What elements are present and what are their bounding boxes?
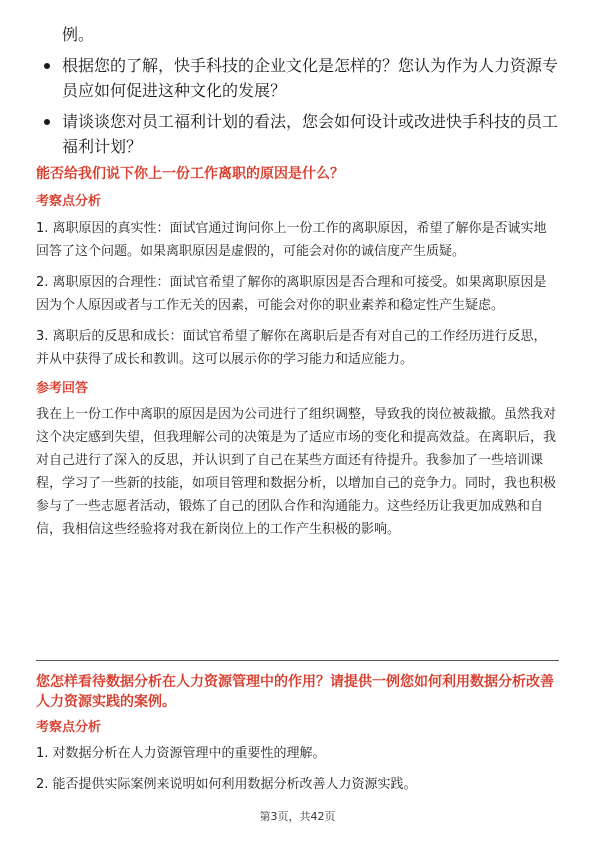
analysis-label: 考察点分析 xyxy=(36,720,102,735)
bullet-text: 例。 xyxy=(62,25,95,44)
analysis-item: 2. 能否提供实际案例来说明如何利用数据分析改善人力资源实践。 xyxy=(36,777,417,792)
analysis-list xyxy=(36,742,559,796)
page-footer: 第3页，共42页 xyxy=(259,810,336,823)
answer-text xyxy=(36,403,559,541)
question-1 xyxy=(36,164,559,549)
section-divider xyxy=(36,660,559,661)
document-page xyxy=(36,0,559,842)
answer-label: 参考回答 xyxy=(36,381,89,396)
bullet-continuation xyxy=(36,22,559,47)
bullet-text: 根据您的了解，快手科技的企业文化是怎样的？您认为作为人力资源专员应如何促进这种文化的发展？ xyxy=(62,56,559,100)
bullet-dot-icon xyxy=(44,63,50,69)
analysis-list xyxy=(36,217,559,371)
bullet-item xyxy=(36,109,559,159)
analysis-item: 2. 离职原因的合理性：面试官希望了解你的离职原因是否合理和可接受。如果离职原因是因为个人原因或者与工作无关的因素，可能会对你的职业素养和稳定性产生疑虑。 xyxy=(36,275,547,313)
bullet-dot-icon xyxy=(44,119,50,125)
question-title: 您怎样看待数据分析在人力资源管理中的作用？请提供一例您如何利用数据分析改善人力资源实践的案例。 xyxy=(36,674,554,710)
bullet-item xyxy=(36,53,559,103)
question-title: 能否给我们说下你上一份工作离职的原因是什么？ xyxy=(36,166,344,182)
analysis-item: 1. 对数据分析在人力资源管理中的重要性的理解。 xyxy=(36,746,326,761)
bullet-list xyxy=(36,22,559,165)
analysis-label: 考察点分析 xyxy=(36,194,102,209)
question-2 xyxy=(36,672,559,804)
analysis-item: 3. 离职后的反思和成长：面试官希望了解你在离职后是否有对自己的工作经历进行反思，并从中获得了成长和教训。这可以展示你的学习能力和适应能力。 xyxy=(36,329,547,367)
bullet-text: 请谈谈您对员工福利计划的看法，您会如何设计或改进快手科技的员工福利计划？ xyxy=(62,112,559,156)
answer-paragraph: 我在上一份工作中离职的原因是因为公司进行了组织调整，导致我的岗位被裁撤。虽然我对这个决定感到失望，但我理解公司的决策是为了适应市场的变化和提高效益。在离职后，我对自己进行了深入的反思，并认识到了自己在某些方面还有待提升。我参加了一些培训课程，学习了一些新的技能，如项目管理和数据分析，以增加自己的竞争力。同时，我也积极参与了一些志愿者活动，锻炼了自己的团队合作和沟通能力。这些经历让我更加成熟和自信，我相信这些经验将对我在新岗位上的工作产生积极的影响。 xyxy=(36,407,557,537)
analysis-item: 1. 离职原因的真实性：面试官通过询问你上一份工作的离职原因，希望了解你是否诚实地回答了这个问题。如果离职原因是虚假的，可能会对你的诚信度产生质疑。 xyxy=(36,221,547,259)
